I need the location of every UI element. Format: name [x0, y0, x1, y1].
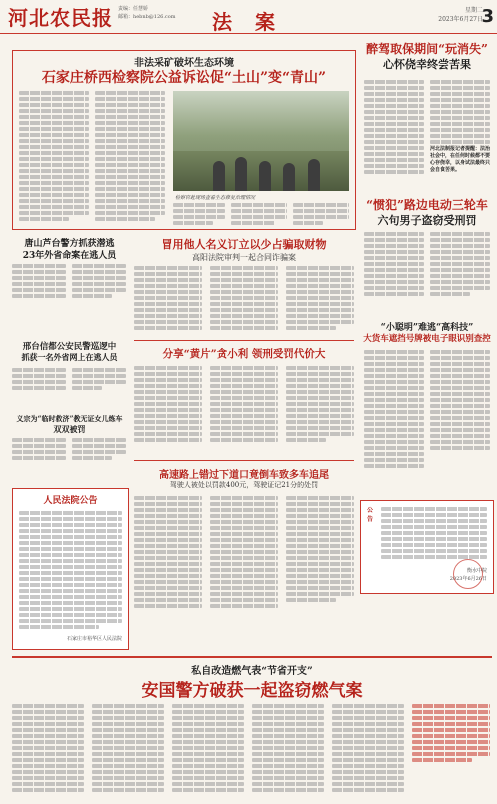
- lead-article: [12, 50, 356, 230]
- photo-caption: 检察官赴现场查看生态修复治理情况: [175, 195, 256, 201]
- right-top-headline: 醉驾取保期间“玩消失”: [366, 42, 488, 56]
- right-low-kicker: “小聪明”难逃“高科技”: [380, 323, 474, 333]
- notice-label: 公告: [367, 507, 374, 523]
- mid-1-subhead: 高阳法院审判一起合同诈骗案: [192, 253, 296, 262]
- right-mid-subhead: 六句男子盗窃受刑罚: [377, 214, 477, 227]
- masthead: [0, 0, 497, 34]
- article-mid-3: [134, 466, 354, 626]
- mid-3-headline: 高速路上错过下道口竟倒车致多车追尾: [159, 470, 329, 481]
- public-notice: [360, 500, 494, 594]
- article-left-2: [12, 340, 127, 400]
- left-1-subhead: 23年外省命案在逃人员: [22, 251, 117, 261]
- issue-date: 2023年6月27日: [438, 16, 483, 23]
- lead-photo: [173, 91, 349, 191]
- right-top-subhead: 心怀侥幸终尝苦果: [383, 58, 471, 71]
- right-top-quote: 河北法制报记者提醒：法治社会中，在任何时候都不要心存侥幸，以身试法最终只会自食苦果。: [430, 146, 491, 173]
- notice-signer: 衡水中院: [466, 568, 487, 574]
- date-block: [438, 5, 483, 23]
- article-bottom: [12, 662, 492, 800]
- court-notice-signature: 石家庄市裕华区人民法院: [66, 636, 122, 642]
- notice-date: 2023年6月26日: [449, 576, 487, 582]
- court-notice-title: 人民法院公告: [43, 496, 98, 506]
- right-low-headline: 大货车遮挡号牌被电子眼识别查控: [363, 334, 491, 344]
- left-3-subhead: 双双被罚: [53, 424, 86, 434]
- newspaper-logo: 河北农民报: [8, 6, 113, 30]
- article-left-1: [12, 236, 127, 304]
- article-left-3: [12, 414, 127, 474]
- article-right-mid: [362, 196, 492, 306]
- mid-3-subhead: 驾驶人被处以罚款400元，驾驶证记21分的处罚: [169, 481, 319, 489]
- official-seal: [453, 559, 483, 589]
- weekday: 星期二: [464, 7, 483, 14]
- lead-headline: 石家庄桥西检察院公益诉讼促“土山”变“青山”: [41, 70, 327, 86]
- left-1-headline: 唐山芦台警方抓获潜逃: [24, 239, 115, 249]
- email-line: 邮箱：hebnb@126.com: [118, 14, 176, 20]
- right-mid-headline: “惯犯”路边电动三轮车: [366, 198, 488, 212]
- mid-2-headline: 分享“黄片”贪小利 领刑受罚代价大: [162, 348, 326, 360]
- lead-kicker: 非法采矿破坏生态环境: [134, 58, 234, 69]
- bottom-headline: 安国警方破获一起盗窃燃气案: [141, 681, 363, 701]
- court-notice: [12, 488, 129, 650]
- article-right-low: [362, 320, 492, 490]
- article-mid-2: [134, 346, 354, 456]
- section-title: 法 案: [212, 10, 283, 34]
- page-number: 3: [481, 6, 494, 27]
- article-mid-1: [134, 236, 354, 336]
- article-right-top: [362, 40, 492, 190]
- editor-line: 责编：任慧娇: [118, 6, 149, 12]
- left-3-headline: 义宗为“临时救济”教无证女儿炼车: [16, 414, 123, 423]
- left-2-headline: 邢台信都公安民警巡逻中: [22, 342, 117, 352]
- left-2-subhead: 抓获一名外省网上在逃人员: [21, 352, 118, 362]
- mid-1-headline: 冒用他人名义订立以少占骗取财物: [161, 238, 327, 251]
- bottom-kicker: 私自改造燃气表“节省开支”: [191, 666, 313, 677]
